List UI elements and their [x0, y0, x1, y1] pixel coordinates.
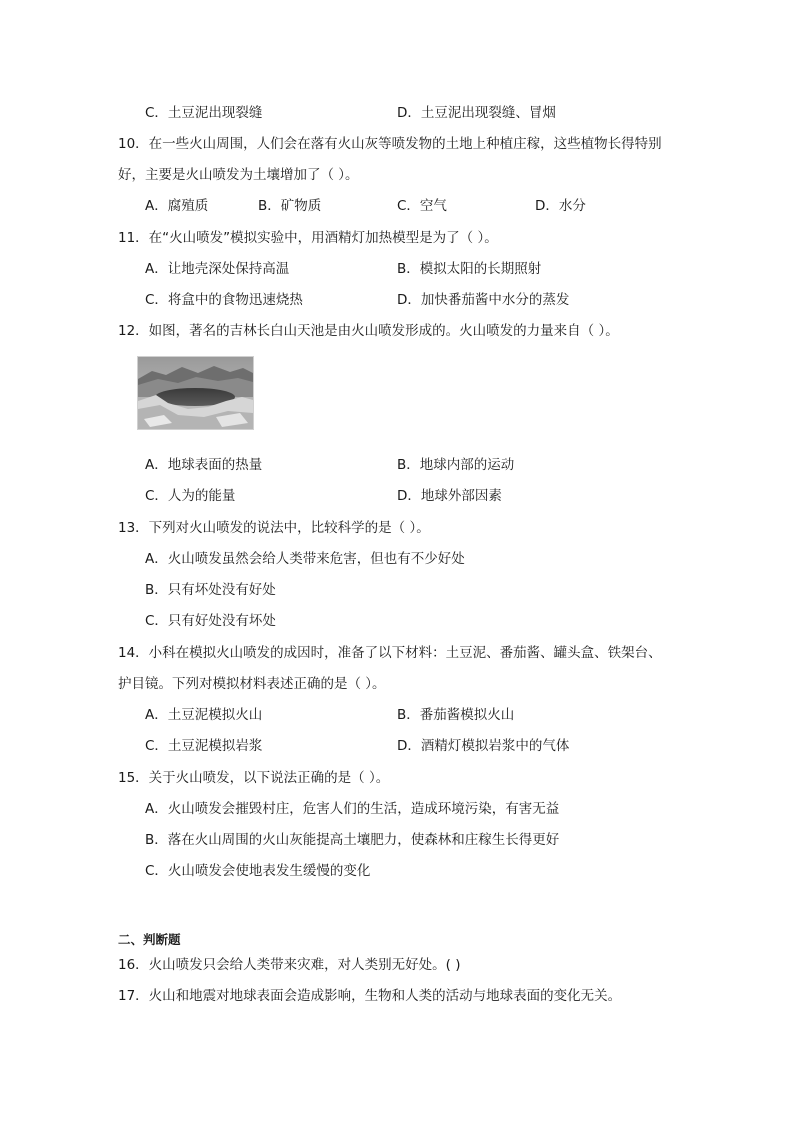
q11-option-c: C．将盒中的食物迅速烧热 — [145, 292, 303, 308]
section-heading-judgment: 二、判断题 — [118, 932, 181, 947]
q14-option-b: B．番茄酱模拟火山 — [397, 707, 515, 723]
q14-option-d: D．酒精灯模拟岩浆中的气体 — [397, 738, 570, 754]
q12-stem: 12．如图，著名的吉林长白山天池是由火山喷发形成的。火山喷发的力量来自（ ）。 — [118, 323, 619, 339]
tianchi-lake-photo — [137, 356, 254, 430]
q13-option-a: A．火山喷发虽然会给人类带来危害，但也有不少好处 — [145, 551, 465, 567]
q10-option-c: C．空气 — [397, 198, 447, 214]
q11-option-b: B．模拟太阳的长期照射 — [397, 261, 542, 277]
q11-option-a: A．让地壳深处保持高温 — [145, 261, 290, 277]
q10-stem-line2: 好，主要是火山喷发为土壤增加了（ ）。 — [118, 167, 359, 183]
q14-stem-line2: 护目镜。下列对模拟材料表述正确的是（ ）。 — [118, 676, 386, 692]
q13-option-b: B．只有坏处没有好处 — [145, 582, 276, 598]
q12-option-c: C．人为的能量 — [145, 488, 236, 504]
q14-option-c: C．土豆泥模拟岩浆 — [145, 738, 263, 754]
q12-option-d: D．地球外部因素 — [397, 488, 502, 504]
q14-option-a: A．土豆泥模拟火山 — [145, 707, 263, 723]
q15-option-b: B．落在火山周围的火山灰能提高土壤肥力，使森林和庄稼生长得更好 — [145, 832, 560, 848]
q15-option-c: C．火山喷发会使地表发生缓慢的变化 — [145, 863, 371, 879]
q10-stem-line1: 10．在一些火山周围，人们会在落有火山灰等喷发物的土地上种植庄稼，这些植物长得特别 — [118, 136, 662, 152]
q15-stem: 15．关于火山喷发，以下说法正确的是（ ）。 — [118, 770, 390, 786]
q14-stem-line1: 14．小科在模拟火山喷发的成因时，准备了以下材料：土豆泥、番茄酱、罐头盒、铁架台、 — [118, 645, 662, 661]
q13-stem: 13．下列对火山喷发的说法中，比较科学的是（ ）。 — [118, 520, 430, 536]
q9-option-c: C．土豆泥出现裂缝 — [145, 105, 263, 121]
q9-option-d: D．土豆泥出现裂缝、冒烟 — [397, 105, 556, 121]
q17-stem: 17．火山和地震对地球表面会造成影响，生物和人类的活动与地球表面的变化无关。 — [118, 988, 622, 1004]
q15-option-a: A．火山喷发会摧毁村庄，危害人们的生活，造成环境污染，有害无益 — [145, 801, 560, 817]
q11-option-d: D．加快番茄酱中水分的蒸发 — [397, 292, 570, 308]
q13-option-c: C．只有好处没有坏处 — [145, 613, 276, 629]
q10-option-a: A．腐殖质 — [145, 198, 209, 214]
q12-option-b: B．地球内部的运动 — [397, 457, 515, 473]
q16-stem: 16．火山喷发只会给人类带来灾难，对人类别无好处。( ) — [118, 957, 461, 973]
q10-option-d: D．水分 — [535, 198, 586, 214]
q10-option-b: B．矿物质 — [258, 198, 322, 214]
q12-option-a: A．地球表面的热量 — [145, 457, 263, 473]
q11-stem: 11．在“火山喷发”模拟实验中，用酒精灯加热模型是为了（ ）。 — [118, 230, 498, 246]
